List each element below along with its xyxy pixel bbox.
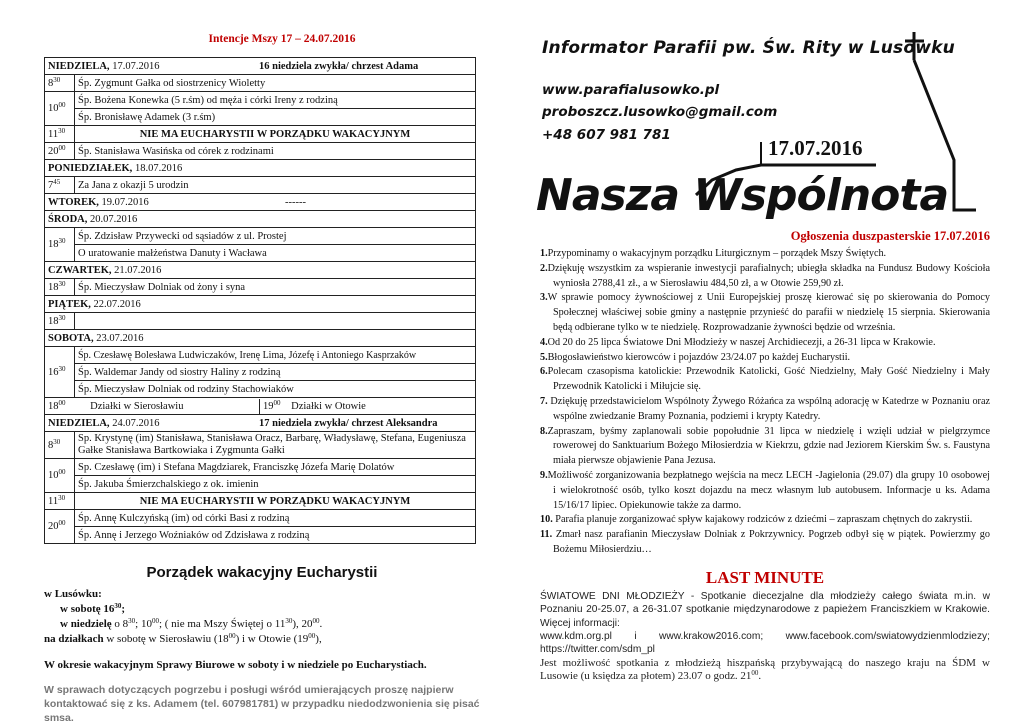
table-row: $18^{30}$ Śp. Zdzisław Przywecki od sąsiadów z ul. Prostej (45, 228, 476, 245)
issue-date: 17.07.2016 (768, 136, 863, 160)
table-row (45, 245, 476, 262)
announcements-list (540, 247, 990, 558)
announcements-title: Ogłoszenia duszpasterskie 17.07.2016 (790, 229, 990, 243)
spanish-youth-note: Jest możliwość spotkania z młodzieżą hiszpańską przybywającą do naszego kraju na ŚDM w Lusowie (u księdza za płotem) 23.07 o godz. $21^{00}$. (540, 656, 990, 683)
intention-text: Śp. Stanisława Wasińska od córek z rodzinami (75, 143, 476, 160)
announcement-item: 6.Polecam czasopisma katolickie: Przewodnik Katolicki, Gość Niedzielny, Mały Gość Niedzielny i Mały Przewodnik Katolicki i Miłujcie się. (540, 366, 990, 393)
intention-text: Śp. Czesławę Bolesława Ludwiczaków, Irenę Lima, Józefę i Antoniego Kasprzaków (75, 347, 476, 364)
day-date: 17.07.2016 (109, 60, 160, 72)
day-row-saturday: SOBOTA, 23.07.2016 (45, 330, 476, 347)
intention-text: Za Jana z okazji 5 urodzin (75, 177, 476, 194)
table-row: $11^{30}$ NIE MA EUCHARYSTII W PORZĄDKU WAKACYJNYM (45, 493, 476, 510)
day-row-sunday (45, 58, 476, 75)
table-row: $18^{30}$ Śp. Mieczysław Dolniak od żony i syna (45, 279, 476, 296)
day-row-wednesday: ŚRODA, 20.07.2016 (45, 211, 476, 228)
announcement-item: 2.Dziękuję wszystkim za wspieranie inwestycji parafialnych; ubiegła składka na Fundusz Budowy Kościoła wyniosła 2788,41 zł., a w Sierosławiu 484,50 zł, a w Otowie 259,90 zł. (540, 262, 990, 289)
mass-schedule-section (44, 33, 480, 724)
parish-website[interactable]: www.parafialusowko.pl (542, 82, 720, 98)
intention-text: Śp. Waldemar Jandy od siostry Haliny z rodziną (75, 364, 476, 381)
intention-text: O uratowanie małżeństwa Danuty i Wacława (75, 245, 476, 262)
link-kdm[interactable]: www.kdm.org.pl (540, 630, 612, 642)
intention-text: Sp. Czesławę (im) i Stefana Magdziarek, Franciszkę Józefa Marię Dolatów (75, 459, 476, 476)
day-row-sunday-2: NIEDZIELA, 24.07.2016 17 niedziela zwykła/ chrzest Aleksandra (45, 415, 476, 432)
announcement-item: 4.Od 20 do 25 lipca Światowe Dni Młodzieży w naszej Archidiecezji, a 26-31 lipca w Krakowie. (540, 336, 936, 348)
intention-text: Śp. Jakuba Śmierzchalskiego z ok. imienin (75, 476, 476, 493)
link-facebook[interactable]: www.facebook.com/swiatowydzienmlodziezy; (785, 630, 990, 642)
day-row-tuesday: WTOREK, 19.07.2016 ------ (45, 194, 476, 211)
mass-schedule-title: Intencje Mszy 17 – 24.07.2016 (208, 33, 356, 45)
office-hours-note: W okresie wakacyjnym Sprawy Biurowe w soboty i w niedziele po Eucharystiach. (44, 659, 427, 671)
intention-text: Sp. Krystynę (im) Stanisława, Stanisława Oracz, Barbarę, Władysławę, Stefana, Eugeniusza Gałke Stanisława Bartkowiaka i Zygmunta Gałki (75, 432, 476, 459)
table-row (45, 364, 476, 381)
funeral-note: W sprawach dotyczących pogrzebu i posługi wśród umierających proszę najpierw kontaktować się z ks. Adamem (tel. 607981781) w przypadku niedodzwonienia się pisać smsa. (44, 684, 480, 724)
announcements-section (540, 229, 990, 684)
intention-text: Śp. Annę Kulczyńską (im) od córki Basi z rodziną (75, 510, 476, 527)
table-row (45, 476, 476, 493)
intention-text: NIE MA EUCHARYSTII W PORZĄDKU WAKACYJNYM (75, 126, 476, 143)
parish-phone: +48 607 981 781 (542, 127, 671, 143)
table-row (45, 527, 476, 544)
day-row-thursday: CZWARTEK, 21.07.2016 (45, 262, 476, 279)
last-minute-links: www.kdm.org.pl i www.krakow2016.com; www.facebook.com/swiatowydzienmlodziezy; (540, 630, 990, 642)
intention-text: Śp. Mieczysław Dolniak od rodziny Stachowiaków (75, 381, 476, 398)
table-row: $16^{30}$ Śp. Czesławę Bolesława Ludwiczaków, Irenę Lima, Józefę i Antoniego Kasprzaków (45, 347, 476, 364)
announcement-item: 10. Parafia planuje zorganizować spływ kajakowy rodziców z dziećmi – zapraszam chętnych do zakrystii. (540, 514, 973, 526)
summer-schedule-title: Porządek wakacyjny Eucharystii (146, 564, 378, 581)
summer-schedule (44, 564, 480, 724)
table-row: $10^{00}$ Sp. Czesławę (im) i Stefana Magdziarek, Franciszkę Józefa Marię Dolatów (45, 459, 476, 476)
announcement-item: 7. Dziękuję przedstawicielom Wspólnoty Żywego Różańca za wspólną adorację w Katedrze w Poznaniu oraz wspólne zwiedzanie Bramy Poznania, podziemi i krypty Katedry. (540, 395, 990, 422)
announcement-item: 9.Możliwość zorganizowania bezpłatnego wejścia na mecz LECH -Jagielonia (29.07) dla grupy 10 osobowej i wielokrotność osób, tylko koszt dojazdu na mecz własnym lub autobusem. Informacje u ks. Adama 15/16/17 lipiec. Opiekunowie także za darmo. (540, 469, 990, 511)
intention-text: Śp. Mieczysław Dolniak od żony i syna (75, 279, 476, 296)
link-twitter[interactable]: https://twitter.com/sdm_pl (540, 644, 655, 656)
mass-schedule-table (44, 57, 476, 544)
allotment-sieroslaw: Działki w Sierosławiu (90, 400, 184, 412)
announcement-item: 5.Błogosławieństwo kierowców i pojazdów 23/24.07 po każdej Eucharystii. (540, 351, 851, 363)
intention-text: NIE MA EUCHARYSTII W PORZĄDKU WAKACYJNYM (75, 493, 476, 510)
intention-text: Śp. Annę i Jerzego Woźniaków od Zdzisława z rodziną (75, 527, 476, 544)
table-row: $18^{00}$ Działki w Sierosławiu $19^{00}$ Działki w Otowie (45, 398, 476, 415)
allotment-otowo: Działki w Otowie (291, 400, 366, 412)
intention-text: Śp. Zygmunt Gałka od siostrzenicy Wioletty (75, 75, 476, 92)
newsletter-title: Nasza Wspólnota (536, 170, 949, 221)
parish-email[interactable]: proboszcz.lusowko@gmail.com (542, 104, 778, 120)
intention-text: Śp. Bożena Konewka (5 r.śm) od męża i córki Ireny z rodziną (75, 92, 476, 109)
last-minute-text: ŚWIATOWE DNI MŁODZIEŻY - Spotkanie diecezjalne dla młodzieży całego świata m.in. w Poznaniu 20-25.07, a 26-31.07 spotkanie międzynarodowe z papieżem Franciszkiem w Krakowie. Więcej informacji: (540, 590, 990, 629)
summer-where: w Lusówku: (44, 588, 102, 600)
day-row-monday: PONIEDZIAŁEK, 18.07.2016 (45, 160, 476, 177)
link-krakow2016[interactable]: www.krakow2016.com; (658, 630, 764, 642)
table-row: $7^{45}$ Za Jana z okazji 5 urodzin (45, 177, 476, 194)
announcement-item: 3.W sprawie pomocy żywnościowej z Unii Europejskiej proszę kierować się po skierowania do Pomocy Społecznej właściwej sobie gminy a następnie przynieść do parafii w niedzielę 15 sierpnia. Skierowania będą odbierane tylko w te niedzielę. Rozprowadzanie żywności będzie od września. (540, 292, 990, 333)
announcement-item: 8.Zapraszam, byśmy zaplanowali sobie popołudnie 31 lipca w niedzielę i wzięli udział w pielgrzymce rowerowej do Sanktuarium Bożego Miłosierdzia w Kiekrzu, gdzie nad Jeziorem Kierskim Św. s. Faustyna miała pierwsze objawienie Pana Jezusa. (540, 425, 990, 467)
intention-text: Śp. Zdzisław Przywecki od sąsiadów z ul. Prostej (75, 228, 476, 245)
announcement-item: 1.Przypominamy o wakacyjnym porządku Liturgicznym – porządek Mszy Świętych. (540, 248, 887, 259)
day-row-friday: PIĄTEK, 22.07.2016 (45, 296, 476, 313)
table-row: $18^{30}$ (45, 313, 476, 330)
table-row (45, 109, 476, 126)
summer-sunday: w niedzielę o $8^{30}$; $10^{00}$; ( nie ma Mszy Świętej o $11^{30}$), $20^{00}$. (60, 617, 323, 630)
intention-text: Śp. Bronisławę Adamek (3 r.śm) (75, 109, 476, 126)
newsletter-header (536, 30, 1006, 230)
table-row: $20^{00}$ Śp. Annę Kulczyńską (im) od córki Basi z rodziną (45, 510, 476, 527)
table-row: $11^{30}$ NIE MA EUCHARYSTII W PORZĄDKU WAKACYJNYM (45, 126, 476, 143)
summer-allotments: na działkach w sobotę w Sierosławiu $(18^{00})$ i w Otowie $(19^{00})$, (44, 632, 322, 645)
table-row (45, 381, 476, 398)
summer-saturday: w sobotę $16^{30}$; (60, 602, 126, 615)
day-note: 16 niedziela zwykła/ chrzest Adama (259, 60, 419, 72)
day-name: NIEDZIELA, (48, 60, 110, 72)
parish-name: Informator Parafii pw. Św. Rity w Lusówku (542, 38, 955, 58)
last-minute-title: LAST MINUTE (705, 567, 825, 587)
table-row: $10^{00}$ Śp. Bożena Konewka (5 r.śm) od męża i córki Ireny z rodziną (45, 92, 476, 109)
announcement-item: 11. Zmarł nasz parafianin Mieczysław Dolniak z Pokrzywnicy. Pogrzeb odbył się w piątek. Powierzmy go Bożemu Miłosierdziu… (540, 529, 990, 555)
table-row: $20^{00}$ Śp. Stanisława Wasińska od córek z rodzinami (45, 143, 476, 160)
last-minute-section (540, 590, 990, 684)
table-row: $8^{30}$ Sp. Krystynę (im) Stanisława, Stanisława Oracz, Barbarę, Władysławę, Stefana, Eugeniusza Gałke Stanisława Bartkowiaka i Zygmunta Gałki (45, 432, 476, 459)
table-row: $8^{30}$ Śp. Zygmunt Gałka od siostrzenicy Wioletty (45, 75, 476, 92)
